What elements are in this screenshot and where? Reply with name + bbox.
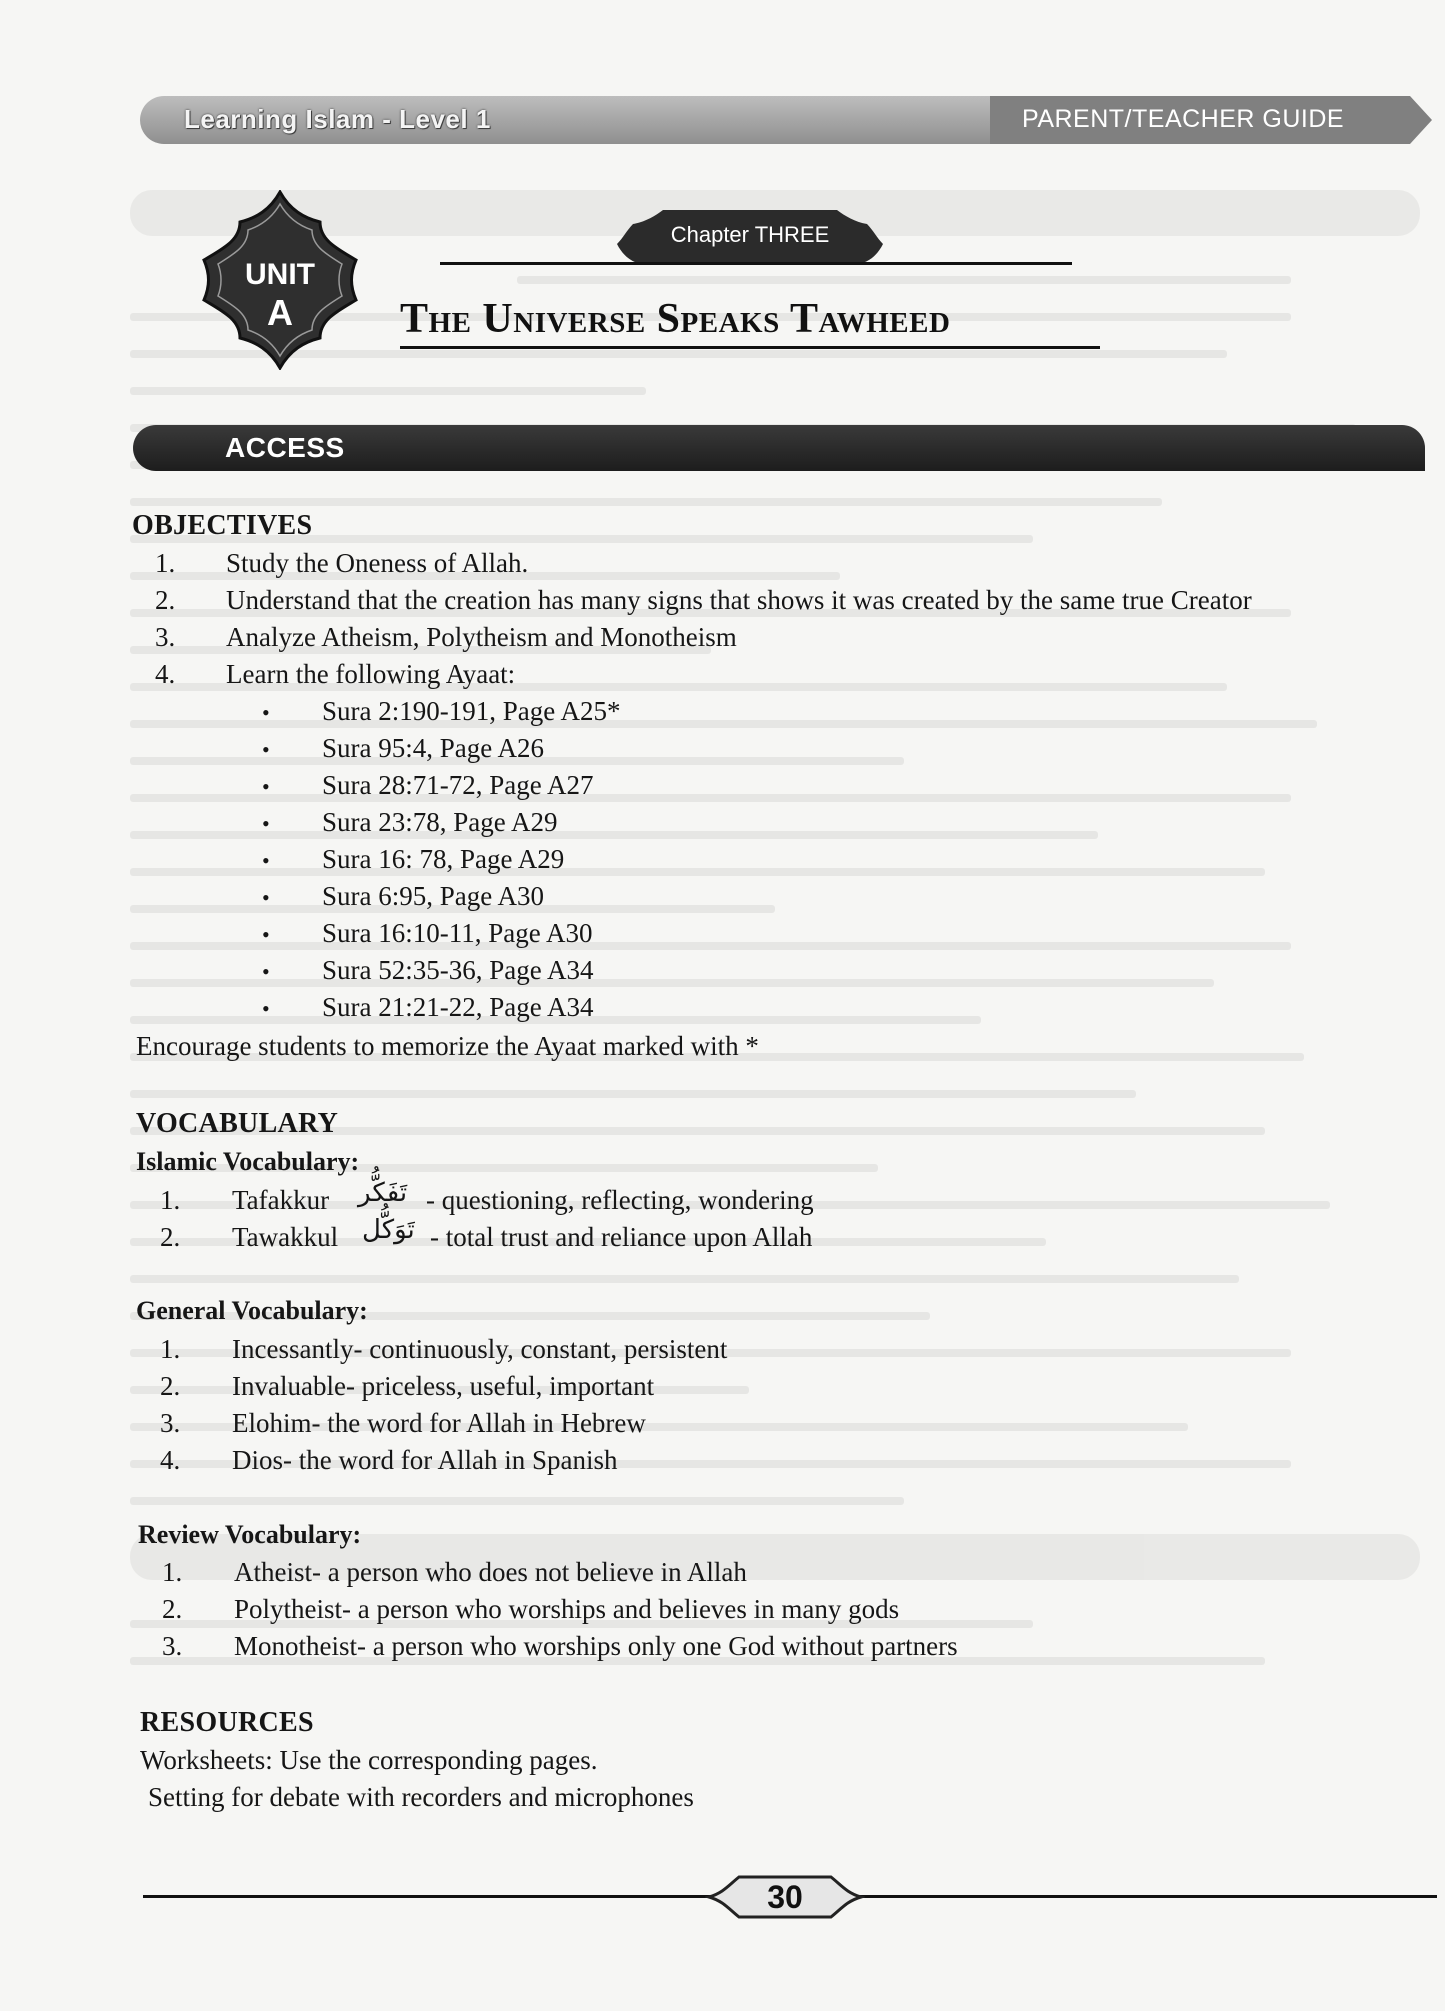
ayah-item: Sura 6:95, Page A30 [322, 881, 544, 911]
chapter-title: The Universe Speaks Tawheed [400, 296, 951, 342]
book-title: Learning Islam - Level 1 [184, 104, 491, 134]
footer-rule-left [143, 1895, 713, 1898]
vocab-definition: - total trust and reliance upon Allah [430, 1222, 813, 1252]
ayah-item: Sura 28:71-72, Page A27 [322, 770, 594, 800]
list-item: Understand that the creation has many signs that shows it was created by the same true Creator [226, 585, 1252, 615]
ayah-item: Sura 52:35-36, Page A34 [322, 955, 594, 985]
memorize-note: Encourage students to memorize the Ayaat marked with * [136, 1031, 759, 1061]
bullet-icon: • [262, 774, 270, 799]
unit-badge [200, 190, 360, 370]
bullet-icon: • [262, 922, 270, 947]
vocab-definition: - questioning, reflecting, wondering [426, 1185, 814, 1215]
book-title-band [140, 96, 1000, 144]
list-number: 3. [155, 622, 176, 652]
list-number: 2. [155, 585, 176, 615]
list-item: Atheist- a person who does not believe in Allah [234, 1557, 747, 1587]
chapter-tab [615, 208, 885, 266]
access-label: ACCESS [225, 432, 345, 463]
bullet-icon: • [262, 737, 270, 762]
guide-label: PARENT/TEACHER GUIDE [1022, 105, 1345, 133]
list-number: 1. [160, 1334, 181, 1364]
review-vocabulary-heading: Review Vocabulary: [138, 1520, 362, 1549]
bullet-icon: • [262, 811, 270, 836]
list-number: 1. [162, 1557, 183, 1587]
list-number: 2. [160, 1371, 181, 1401]
list-number: 2. [160, 1222, 181, 1252]
guide-label-band [990, 96, 1410, 144]
list-item: Polytheist- a person who worships and believes in many gods [234, 1594, 900, 1624]
chapter-label: Chapter THREE [670, 222, 830, 247]
list-number: 4. [160, 1445, 181, 1475]
page-header [140, 96, 1410, 144]
arabic-term: تَوَكُّل [362, 1215, 415, 1245]
footer-rule-right [857, 1895, 1437, 1898]
list-number: 3. [160, 1408, 181, 1438]
ayah-item: Sura 16: 78, Page A29 [322, 844, 565, 874]
list-number: 1. [160, 1185, 181, 1215]
ayah-item: Sura 2:190-191, Page A25* [322, 696, 621, 726]
general-vocabulary-heading: General Vocabulary: [136, 1296, 368, 1325]
list-item: Dios- the word for Allah in Spanish [232, 1445, 618, 1475]
list-number: 2. [162, 1594, 183, 1624]
vocab-term: Tawakkul [232, 1222, 339, 1252]
unit-label: UNIT [245, 258, 315, 291]
resources-line: Setting for debate with recorders and microphones [148, 1782, 694, 1812]
list-number: 3. [162, 1631, 183, 1661]
list-item: Incessantly- continuously, constant, persistent [232, 1334, 728, 1364]
bullet-icon: • [262, 996, 270, 1021]
ayah-item: Sura 23:78, Page A29 [322, 807, 558, 837]
vocabulary-heading: VOCABULARY [136, 1108, 339, 1139]
title-rule-bottom [400, 346, 1100, 349]
list-item: Learn the following Ayaat: [226, 659, 516, 689]
page-number: 30 [767, 1879, 803, 1915]
access-section-bar [133, 425, 1425, 471]
list-item: Elohim- the word for Allah in Hebrew [232, 1408, 646, 1438]
page-number-badge [705, 1871, 865, 1923]
title-rule-top [440, 262, 1072, 265]
ayah-item: Sura 95:4, Page A26 [322, 733, 544, 763]
unit-letter: A [267, 292, 293, 333]
resources-heading: RESOURCES [140, 1707, 314, 1738]
list-number: 1. [155, 548, 176, 578]
list-number: 4. [155, 659, 176, 689]
resources-line: Worksheets: Use the corresponding pages. [140, 1745, 598, 1775]
bullet-icon: • [262, 885, 270, 910]
ayah-item: Sura 16:10-11, Page A30 [322, 918, 593, 948]
arabic-term: تَفَكُّر [358, 1178, 408, 1208]
islamic-vocabulary-heading: Islamic Vocabulary: [136, 1147, 360, 1176]
list-item: Invaluable- priceless, useful, important [232, 1371, 655, 1401]
list-item: Study the Oneness of Allah. [226, 548, 529, 578]
bullet-icon: • [262, 700, 270, 725]
list-item: Analyze Atheism, Polytheism and Monotheism [226, 622, 737, 652]
bullet-icon: • [262, 848, 270, 873]
objectives-heading: OBJECTIVES [132, 510, 313, 541]
list-item: Monotheist- a person who worships only one God without partners [234, 1631, 958, 1661]
arrow-tip-icon [1410, 96, 1432, 144]
bullet-icon: • [262, 959, 270, 984]
ayah-item: Sura 21:21-22, Page A34 [322, 992, 594, 1022]
vocab-term: Tafakkur [232, 1185, 330, 1215]
